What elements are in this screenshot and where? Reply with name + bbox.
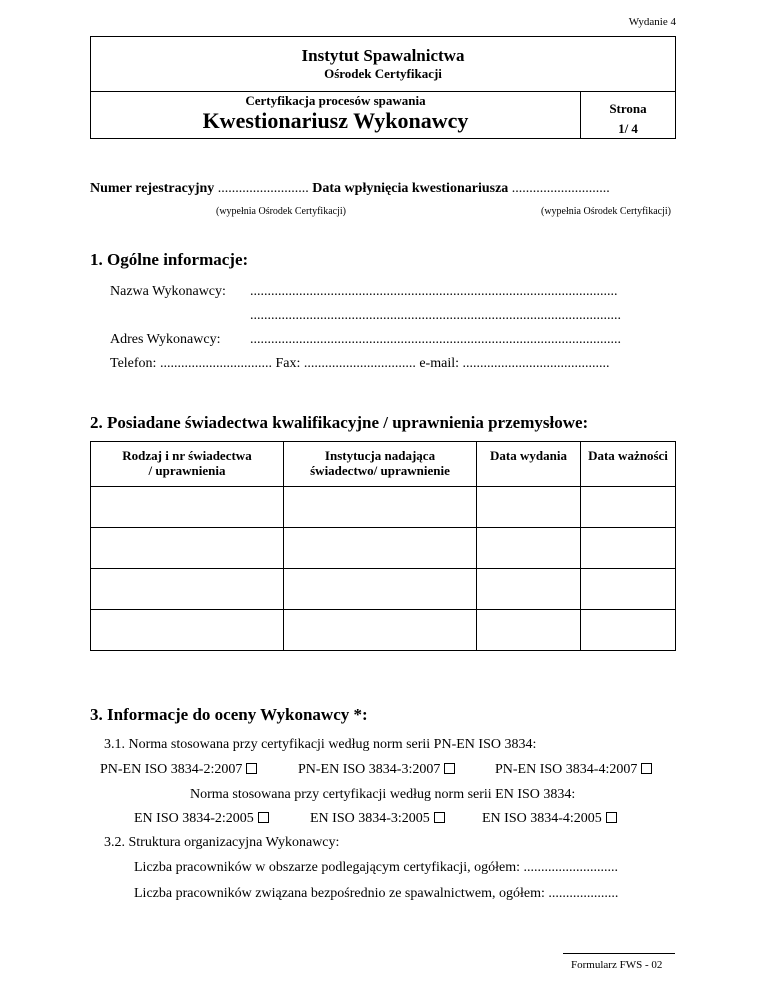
center-name: Ośrodek Certyfikacji <box>324 65 442 81</box>
header-title-cell <box>91 92 581 139</box>
table-cell[interactable] <box>91 528 284 569</box>
column-header-issue-date <box>477 442 581 487</box>
option-label: EN ISO 3834-4:2005 <box>482 811 602 826</box>
page-number: 1/ 4 <box>618 121 638 136</box>
header-box <box>90 36 676 139</box>
table-cell[interactable] <box>284 487 477 528</box>
table-row <box>91 610 676 651</box>
employees-welding-line[interactable]: Liczba pracowników związana bezpośrednio ze spawalnictwem, ogółem: .................... <box>134 886 619 901</box>
footer-rule <box>563 953 675 954</box>
table-cell[interactable] <box>477 610 581 651</box>
table-cell[interactable] <box>284 528 477 569</box>
checkbox-icon[interactable] <box>444 763 455 774</box>
registration-number-label: Numer rejestracyjny <box>90 181 215 196</box>
registration-number-field[interactable]: .......................... <box>217 181 309 196</box>
option-pn-3834-3[interactable] <box>298 762 455 778</box>
table-cell[interactable] <box>91 487 284 528</box>
option-pn-3834-4[interactable] <box>495 762 652 778</box>
option-label: PN-EN ISO 3834-2:2007 <box>100 762 243 777</box>
checkbox-icon[interactable] <box>258 812 269 823</box>
table-row <box>91 569 676 610</box>
contractor-name-field-2[interactable]: .......................................................................................................... <box>250 308 621 323</box>
column-header-line: Data ważności <box>588 448 668 463</box>
checkbox-icon[interactable] <box>246 763 257 774</box>
registration-row <box>90 181 610 197</box>
table-cell[interactable] <box>477 528 581 569</box>
table-cell[interactable] <box>91 610 284 651</box>
registration-number-note: (wypełnia Ośrodek Certyfikacji) <box>216 206 346 217</box>
header-institute-cell <box>91 37 676 92</box>
header-page-cell <box>581 92 676 139</box>
table-row <box>91 487 676 528</box>
checkbox-icon[interactable] <box>434 812 445 823</box>
column-header-line: Rodzaj i nr świadectwa <box>122 448 252 463</box>
table-cell[interactable] <box>477 569 581 610</box>
table-cell[interactable] <box>284 610 477 651</box>
contractor-address-field[interactable]: .......................................................................................................... <box>250 332 621 347</box>
edition-label: Wydanie 4 <box>628 16 676 28</box>
en-norm-heading: Norma stosowana przy certyfikacji według norm serii EN ISO 3834: <box>190 787 576 802</box>
checkbox-icon[interactable] <box>606 812 617 823</box>
column-header-line: świadectwo/ uprawnienie <box>310 463 450 478</box>
employees-total-line[interactable]: Liczba pracowników w obszarze podlegającym certyfikacji, ogółem: ........................... <box>134 860 619 875</box>
receipt-date-label: Data wpłynięcia kwestionariusza <box>312 181 509 196</box>
option-pn-3834-2[interactable] <box>100 762 257 778</box>
column-header-line: Instytucja nadająca <box>324 448 436 463</box>
item-3-2-label: 3.2. Struktura organizacyjna Wykonawcy: <box>104 835 340 850</box>
column-header-issuing-institution <box>284 442 477 487</box>
certification-process: Certyfikacja procesów spawania <box>245 93 426 108</box>
checkbox-icon[interactable] <box>641 763 652 774</box>
form-code: Formularz FWS - 02 <box>571 959 663 971</box>
contact-line[interactable]: Telefon: ................................ Fax: ................................ e-mail: .......................................... <box>110 356 610 371</box>
receipt-date-note: (wypełnia Ośrodek Certyfikacji) <box>541 206 671 217</box>
table-cell[interactable] <box>581 569 676 610</box>
institute-name: Instytut Spawalnictwa <box>301 45 465 65</box>
table-cell[interactable] <box>284 569 477 610</box>
column-header-expiry-date <box>581 442 676 487</box>
option-label: EN ISO 3834-3:2005 <box>310 811 430 826</box>
item-3-1-label: 3.1. Norma stosowana przy certyfikacji według norm serii PN-EN ISO 3834: <box>104 737 537 752</box>
table-row <box>91 528 676 569</box>
section3-title: 3. Informacje do oceny Wykonawcy *: <box>90 705 368 724</box>
table-cell[interactable] <box>91 569 284 610</box>
option-label: PN-EN ISO 3834-3:2007 <box>298 762 441 777</box>
table-cell[interactable] <box>581 528 676 569</box>
option-en-3834-4[interactable] <box>482 811 617 827</box>
receipt-date-field[interactable]: ............................ <box>511 181 610 196</box>
table-cell[interactable] <box>581 610 676 651</box>
document-title: Kwestionariusz Wykonawcy <box>202 108 469 133</box>
contractor-name-label: Nazwa Wykonawcy: <box>110 284 226 299</box>
column-header-line: / uprawnienia <box>148 463 226 478</box>
contractor-name-field[interactable]: ......................................................................................................... <box>250 284 618 299</box>
option-en-3834-3[interactable] <box>310 811 445 827</box>
option-label: PN-EN ISO 3834-4:2007 <box>495 762 638 777</box>
option-label: EN ISO 3834-2:2005 <box>134 811 254 826</box>
section2-title: 2. Posiadane świadectwa kwalifikacyjne / uprawnienia przemysłowe: <box>90 413 589 432</box>
column-header-certificate-type <box>91 442 284 487</box>
table-cell[interactable] <box>581 487 676 528</box>
option-en-3834-2[interactable] <box>134 811 269 827</box>
page-label: Strona <box>609 101 647 116</box>
table-cell[interactable] <box>477 487 581 528</box>
certificates-table <box>90 441 676 651</box>
section1-title: 1. Ogólne informacje: <box>90 250 249 269</box>
contractor-address-label: Adres Wykonawcy: <box>110 332 221 347</box>
column-header-line: Data wydania <box>490 448 567 463</box>
